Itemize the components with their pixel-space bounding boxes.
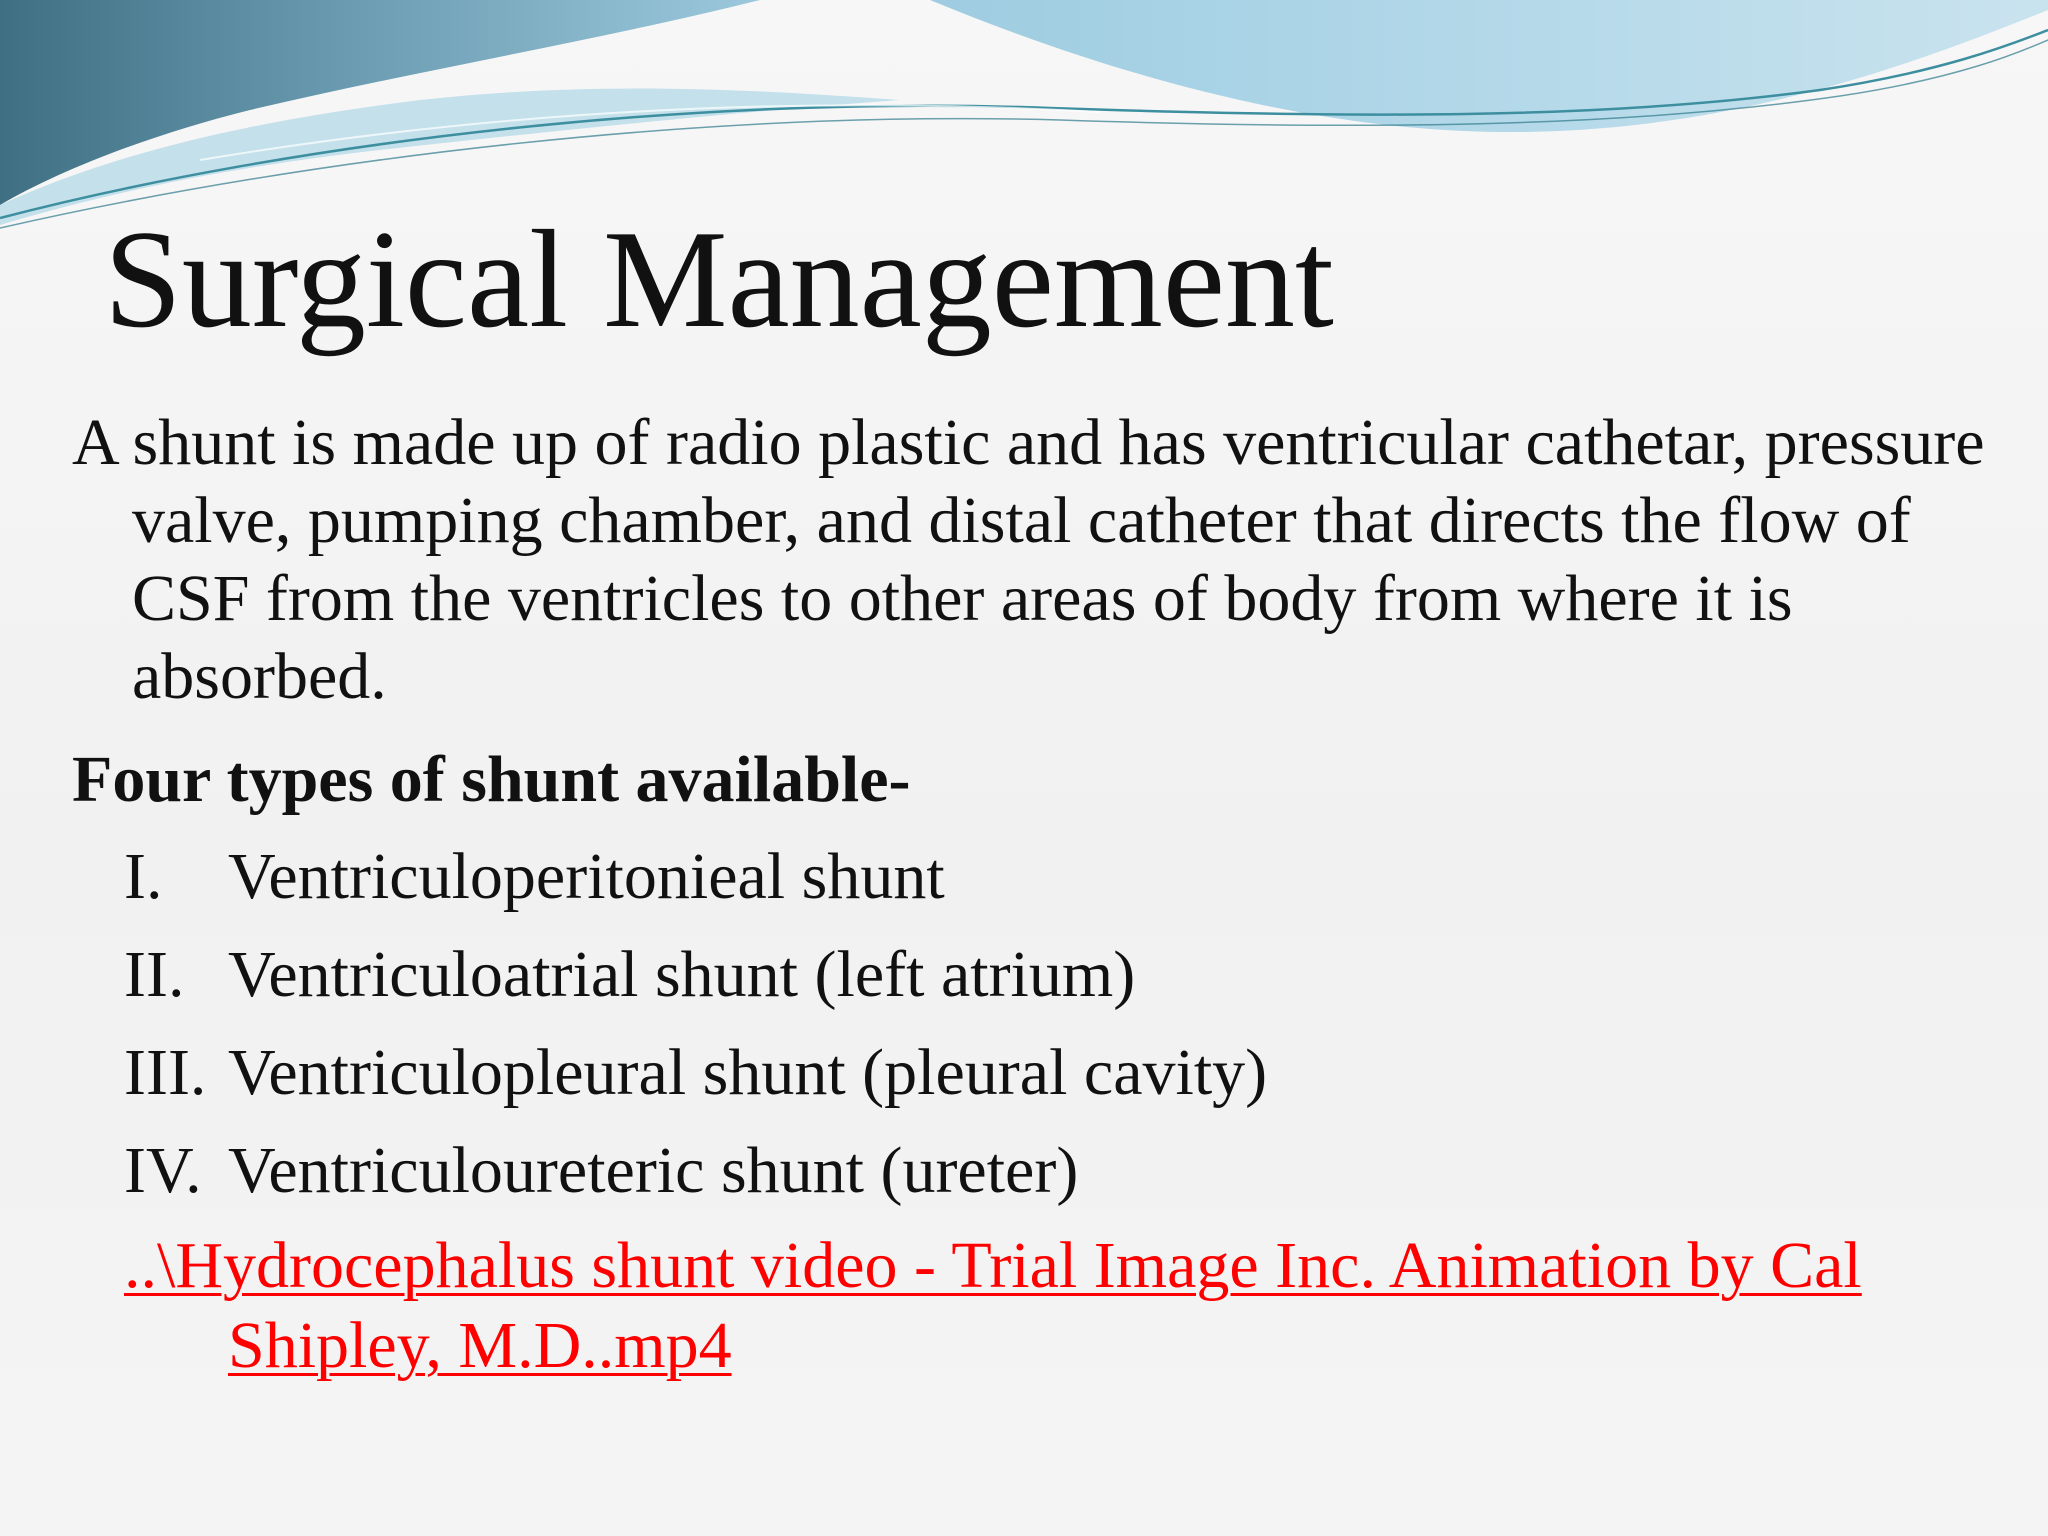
list-item xyxy=(124,926,1267,1024)
list-text: Ventriculopleural shunt (pleural cavity) xyxy=(228,1036,1268,1109)
list-number: II. xyxy=(124,938,185,1011)
list-item xyxy=(124,1024,1267,1122)
list-text: Ventriculoureteric shunt (ureter) xyxy=(228,1134,1079,1207)
list-number: I. xyxy=(124,840,163,913)
shunt-description: A shunt is made up of radio plastic and has ventricular cathetar, pressure valve, pumping chamber, and distal catheter that directs the flow of CSF from the ventricles to other areas of body from where it is absorbed. xyxy=(72,406,1985,713)
shunt-types-list xyxy=(124,828,1267,1220)
list-item xyxy=(124,1122,1267,1220)
shunt-types-heading: Four types of shunt available- xyxy=(72,743,911,816)
list-item xyxy=(124,828,1267,926)
list-text: Ventriculoperitonieal shunt xyxy=(228,840,945,913)
video-file-link[interactable]: ..\Hydrocephalus shunt video - Trial Image Inc. Animation by Cal Shipley, M.D..mp4 xyxy=(124,1229,1862,1382)
list-number: IV. xyxy=(124,1134,202,1207)
slide-title: Surgical Management xyxy=(104,202,1334,357)
list-number: III. xyxy=(124,1036,207,1109)
list-text: Ventriculoatrial shunt (left atrium) xyxy=(228,938,1136,1011)
